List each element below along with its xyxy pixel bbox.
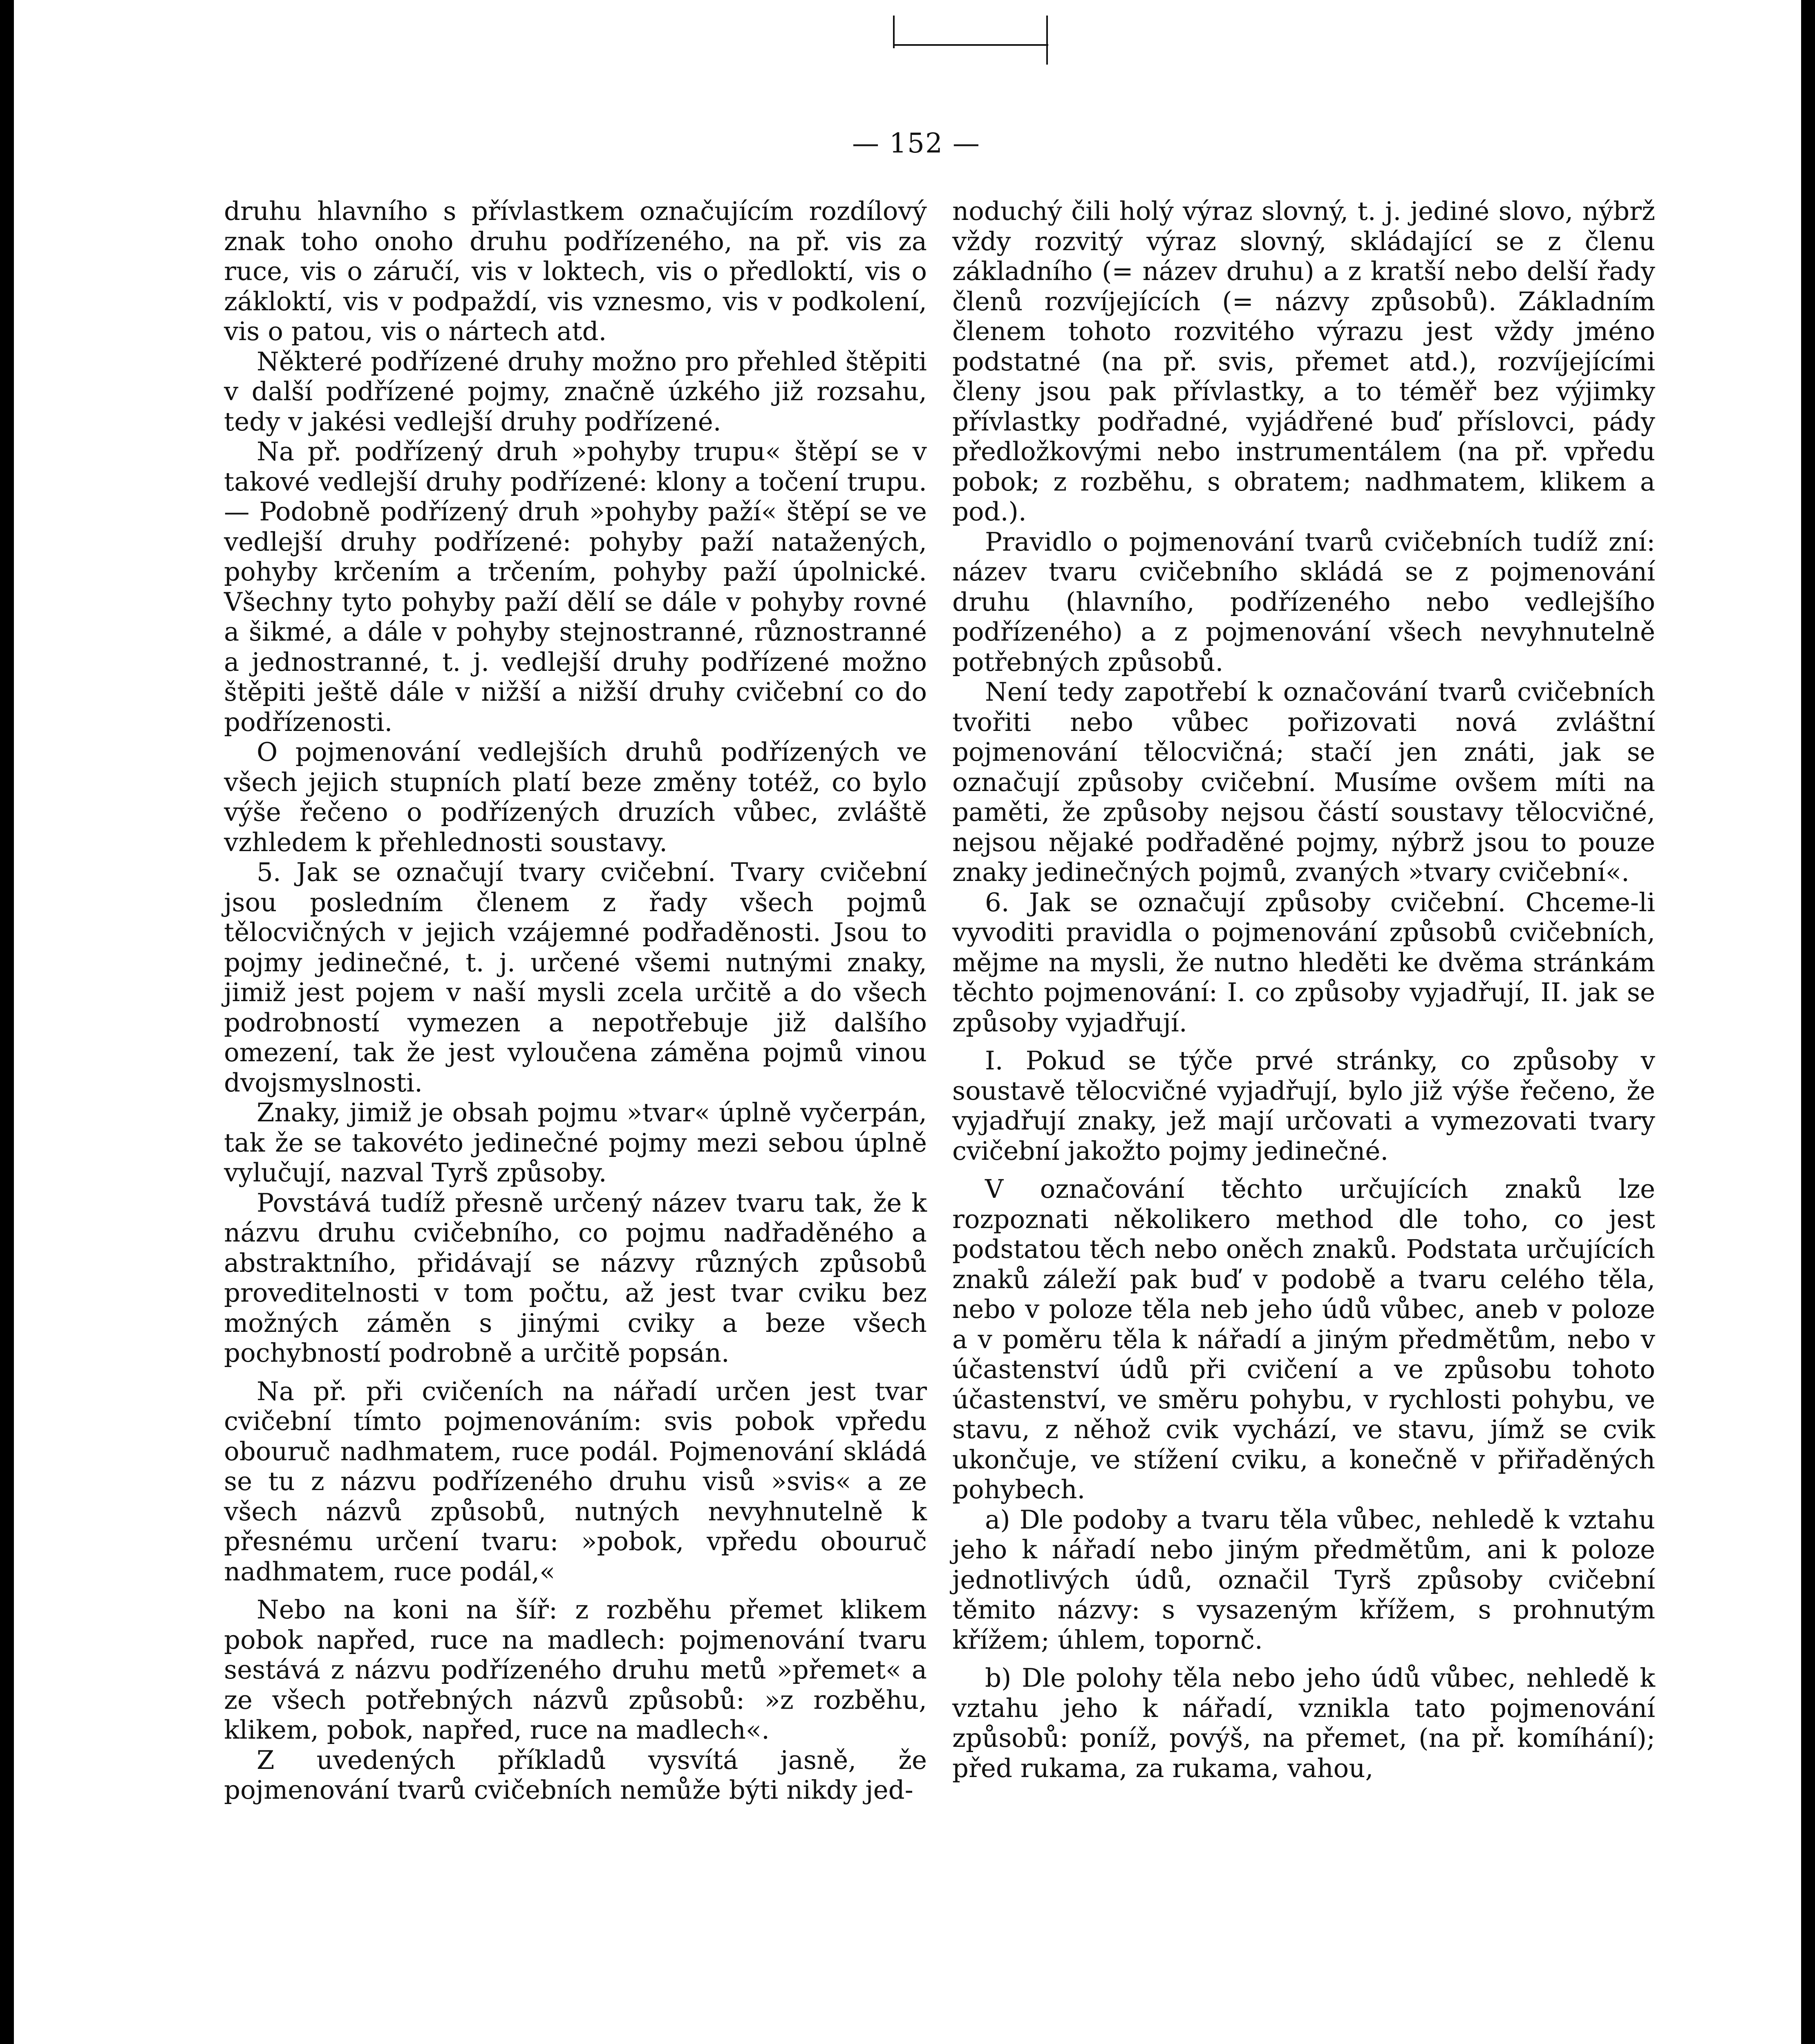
- paragraph: Povstává tudíž přesně určený název tvaru tak, že k názvu druhu cvičebního, co pojmu nadřaděného a abstraktního, přidávají se názvy různých způsobů proveditelnosti v tom počtu, až jest tvar cviku bez možných záměn s jinými cviky a beze všech pochybností podrobně a určitě popsán.: [224, 1188, 927, 1368]
- paragraph: Na př. při cvičeních na nářadí určen jest tvar cvičební tímto pojmenováním: svis pobok vpředu obouruč nadhmatem, ruce podál. Pojmenování skládá se tu z názvu podřízeného druhu visů »svis« a ze všech názvů způsobů, nutných nevyhnutelně k přesnému určení tvaru: »pobok, vpředu obouruč nadhmatem, ruce podál,«: [224, 1376, 927, 1587]
- paragraph: Není tedy zapotřebí k označování tvarů cvičebních tvořiti nebo vůbec pořizovati nová zvláštní pojmenování tělocvičná; stačí jen znáti, jak se označují způsoby cvičební. Musíme ovšem míti na paměti, že způsoby nejsou částí soustavy tělocvičné, nejsou nějaké podřaděné pojmy, nýbrž jsou to pouze znaky jedinečných pojmů, zvaných »tvary cvičební«.: [952, 677, 1655, 887]
- paragraph: V označování těchto určujících znaků lze rozpoznati několikero method dle toho, co jest podstatou těch nebo oněch znaků. Podstata určujících znaků záleží pak buď v podobě a tvaru celého těla, nebo v poloze těla neb jeho údů vůbec, aneb v poloze a v poměru těla k nářadí a jiným předmětům, nebo v účastenství údů při cvičení a ve způsobu tohoto účastenství, ve směru pohybu, v rychlosti pohybu, ve stavu, z něhož cvik vychází, ve stavu, jímž se cvik ukončuje, ve stížení cviku, a konečně v přiřaděných pohybech.: [952, 1174, 1655, 1504]
- left-column: [224, 196, 927, 1805]
- scan-mark: [1046, 16, 1048, 65]
- paragraph: I. Pokud se týče prvé stránky, co způsoby v soustavě tělocvičné vyjadřují, bylo již výše řečeno, že vyjadřují znaky, jež mají určovati a vymezovati tvary cvičební jakožto pojmy jedinečné.: [952, 1046, 1655, 1166]
- paragraph: Z uvedených příkladů vysvítá jasně, že pojmenování tvarů cvičebních nemůže býti nikdy jed-: [224, 1745, 927, 1805]
- page-number: — 152 —: [852, 128, 980, 159]
- scan-mark: [893, 16, 895, 48]
- paragraph: b) Dle polohy těla nebo jeho údů vůbec, nehledě k vztahu jeho k nářadí, vznikla tato pojmenování způsobů: poníž, povýš, na přemet, (na př. komíhání); před rukama, za rukama, vahou,: [952, 1663, 1655, 1783]
- scan-mark: [893, 44, 1048, 46]
- paragraph: Nebo na koni na šíř: z rozběhu přemet klikem pobok napřed, ruce na madlech: pojmenování tvaru sestává z názvu podřízeného druhu metů »přemet« a ze všech potřebných názvů způsobů: »z rozběhu, klikem, pobok, napřed, ruce na madlech«.: [224, 1595, 927, 1745]
- right-column: [952, 196, 1655, 1783]
- paragraph: Pravidlo o pojmenování tvarů cvičebních tudíž zní: název tvaru cvičebního skládá se z pojmenování druhu (hlavního, podřízeného nebo vedlejšího podřízeného) a z pojmenování všech nevyhnutelně potřebných způsobů.: [952, 527, 1655, 677]
- paragraph: 6. Jak se označují způsoby cvičební. Chceme-li vyvoditi pravidla o pojmenování způsobů cvičebních, mějme na mysli, že nutno hleděti ke dvěma stránkám těchto pojmenování: I. co způsoby vyjadřují, II. jak se způsoby vyjadřují.: [952, 887, 1655, 1038]
- paragraph: 5. Jak se označují tvary cvičební. Tvary cvičební jsou posledním členem z řady všech pojmů tělocvičných v jejich vzájemné podřaděnosti. Jsou to pojmy jedinečné, t. j. určené všemi nutnými znaky, jimiž jest pojem v naší mysli zcela určitě a do všech podrobností vymezen a nepotřebuje již dalšího omezení, tak že jest vyloučena záměna pojmů vinou dvojsmyslnosti.: [224, 857, 927, 1098]
- paragraph: a) Dle podoby a tvaru těla vůbec, nehledě k vztahu jeho k nářadí nebo jiným předmětům, ani k poloze jednotlivých údů, označil Tyrš způsoby cvičební těmito názvy: s vysazeným křížem, s prohnutým křížem; úhlem, topornč.: [952, 1504, 1655, 1655]
- paragraph: druhu hlavního s přívlastkem označujícím rozdílový znak toho onoho druhu podřízeného, na př. vis za ruce, vis o záručí, vis v loktech, vis o předloktí, vis o zákloktí, vis v podpaždí, vis vznesmo, vis v podkolení, vis o patou, vis o nártech atd.: [224, 196, 927, 346]
- paragraph: Některé podřízené druhy možno pro přehled štěpiti v další podřízené pojmy, značně úzkého již rozsahu, tedy v jakési vedlejší druhy podřízené.: [224, 346, 927, 437]
- paragraph: Na př. podřízený druh »pohyby trupu« štěpí se v takové vedlejší druhy podřízené: klony a točení trupu. — Podobně podřízený druh »pohyby paží« štěpí se ve vedlejší druhy podřízené: pohyby paží natažených, pohyby krčením a trčením, pohyby paží úpolnické. Všechny tyto pohyby paží dělí se dále v pohyby rovné a šikmé, a dále v pohyby stejnostranné, různostranné a jednostranné, t. j. vedlejší druhy podřízené možno štěpiti ještě dále v nižší a nižší druhy cvičební co do podřízenosti.: [224, 437, 927, 737]
- paragraph: noduchý čili holý výraz slovný, t. j. jediné slovo, nýbrž vždy rozvitý výraz slovný, skládající se z členu základního (= název druhu) a z kratší nebo delší řady členů rozvíjejících (= názvy způsobů). Základním členem tohoto rozvitého výrazu jest vždy jméno podstatné (na př. svis, přemet atd.), rozvíjejícími členy jsou pak přívlastky, a to téměř bez výjimky přívlastky podřadné, vyjádřené buď příslovci, pády předložkovými nebo instrumentálem (na př. vpředu pobok; z rozběhu, s obratem; nadhmatem, klikem a pod.).: [952, 196, 1655, 527]
- paragraph: O pojmenování vedlejších druhů podřízených ve všech jejich stupních platí beze změny totéž, co bylo výše řečeno o podřízených druzích vůbec, zvláště vzhledem k přehlednosti soustavy.: [224, 737, 927, 857]
- paragraph: Znaky, jimiž je obsah pojmu »tvar« úplně vyčerpán, tak že se takovéto jedinečné pojmy mezi sebou úplně vylučují, nazval Tyrš způsoby.: [224, 1098, 927, 1188]
